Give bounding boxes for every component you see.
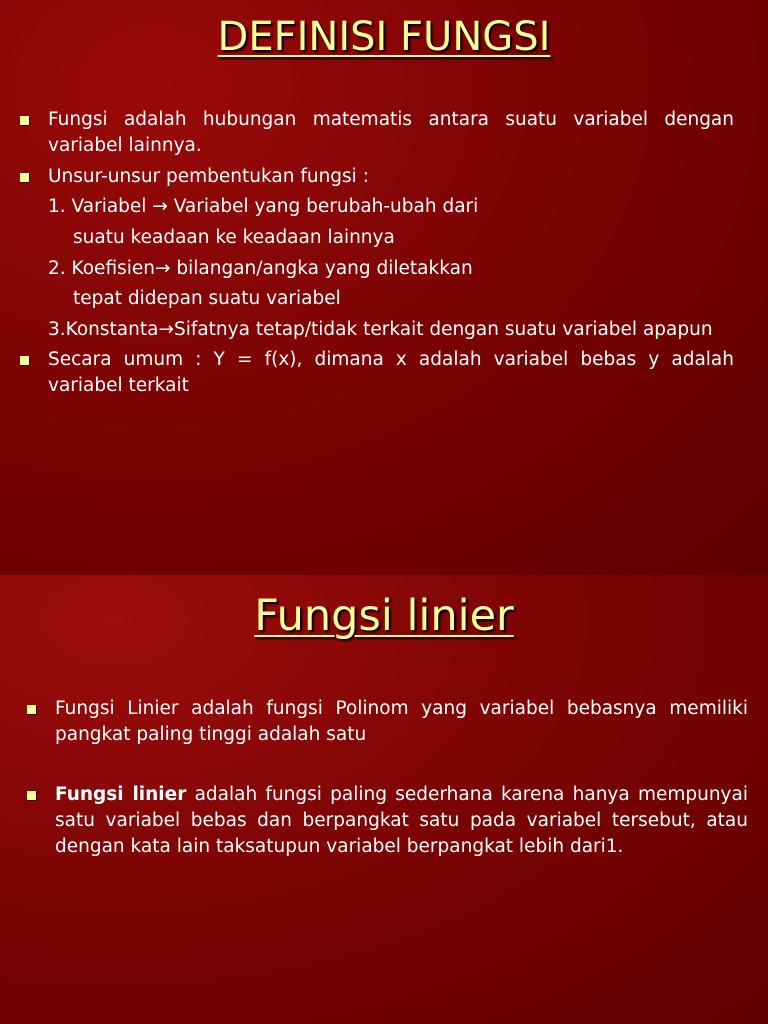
list-item-koefisien: 2. Koefisien→ bilangan/angka yang diletakkan bbox=[48, 258, 473, 279]
bullet-text: Fungsi Linier adalah fungsi Polinom yang variabel bebasnya memiliki pangkat paling tinggi adalah satu bbox=[55, 698, 748, 745]
bullet-square-icon bbox=[20, 356, 29, 365]
bullet-item bbox=[55, 696, 748, 748]
bullet-square-icon bbox=[27, 705, 36, 714]
bullet-square-icon bbox=[27, 791, 36, 800]
bullet-text: adalah fungsi paling sederhana karena hanya mempunyai satu variabel bebas dan berpangkat satu pada variabel tersebut, atau dengan kata lain taksatupun variabel berpangkat lebih dari1. bbox=[55, 784, 748, 857]
slide-fungsi-linier bbox=[0, 575, 768, 1024]
bullet-item bbox=[48, 107, 734, 159]
bullet-text: Secara umum : Y = f(x), dimana x adalah variabel bebas y adalah variabel terkait bbox=[48, 349, 734, 396]
list-item-koefisien-continued: tepat didepan suatu variabel bbox=[73, 288, 341, 309]
slide-title: Fungsi linier bbox=[254, 591, 514, 641]
list-item-variabel: 1. Variabel → Variabel yang berubah-ubah dari bbox=[48, 196, 479, 217]
bullet-item bbox=[48, 347, 734, 399]
bullet-item bbox=[55, 782, 748, 860]
bullet-text: Fungsi adalah hubungan matematis antara suatu variabel dengan variabel lainnya. bbox=[48, 109, 734, 156]
bullet-bold-term: Fungsi linier bbox=[55, 784, 187, 805]
bullet-text: Unsur-unsur pembentukan fungsi : bbox=[48, 166, 369, 187]
slide-title: DEFINISI FUNGSI bbox=[217, 14, 551, 60]
bullet-square-icon bbox=[20, 116, 29, 125]
bullet-item bbox=[48, 164, 734, 190]
bullet-square-icon bbox=[20, 173, 29, 182]
list-item-variabel-continued: suatu keadaan ke keadaan lainnya bbox=[73, 227, 395, 248]
list-item-konstanta: 3.Konstanta→Sifatnya tetap/tidak terkait dengan suatu variabel apapun bbox=[48, 319, 713, 340]
